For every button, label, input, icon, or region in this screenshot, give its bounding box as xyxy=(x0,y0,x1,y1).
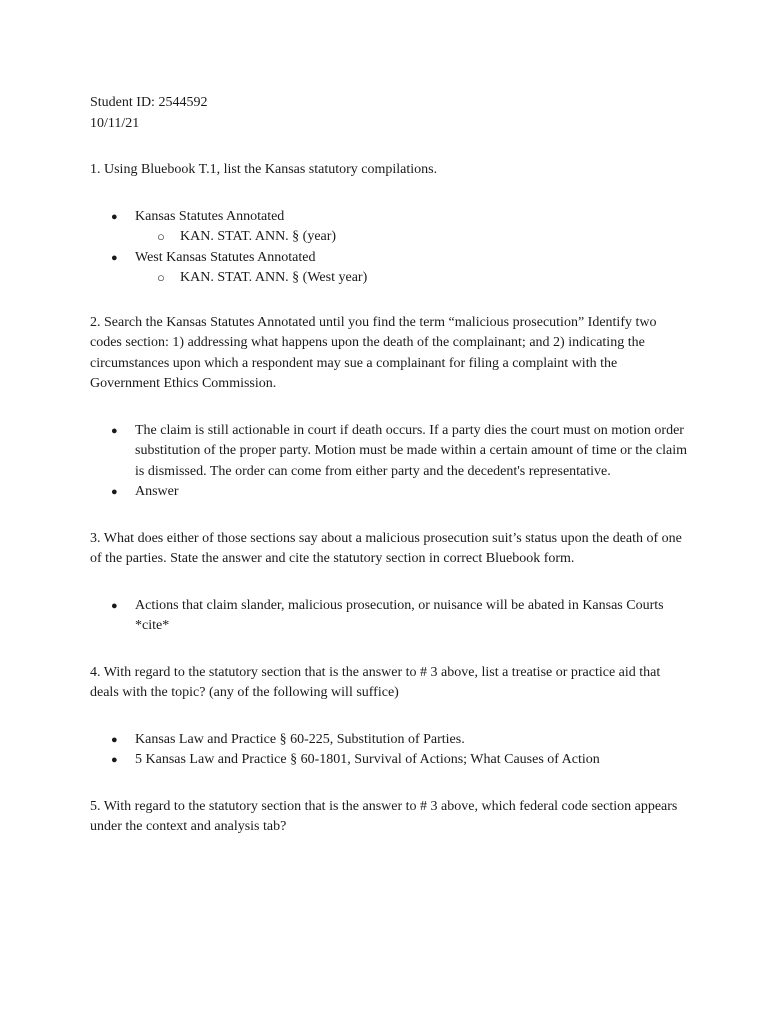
document-body xyxy=(90,93,690,838)
question-4-answer-list xyxy=(90,730,690,771)
list-item-text: Kansas Law and Practice § 60-225, Substitution of Parties. xyxy=(135,731,465,747)
bullet-icon: ● xyxy=(111,733,118,746)
list-item-text: Actions that claim slander, malicious prosecution, or nuisance will be abated in Kansas Courts *cite* xyxy=(135,597,664,633)
question-2-answer-list xyxy=(90,421,690,503)
student-id: Student ID: 2544592 xyxy=(90,95,208,110)
question-1: 1. Using Bluebook T.1, list the Kansas statutory compilations. xyxy=(90,162,438,177)
list-item xyxy=(90,730,690,751)
sub-list-item xyxy=(135,268,690,289)
bullet-icon: ● xyxy=(111,486,118,498)
sub-list-item xyxy=(135,227,690,248)
question-5: 5. With regard to the statutory section that is the answer to # 3 above, which federal code section appears under the context and analysis tab? xyxy=(90,798,678,834)
list-item-text: Answer xyxy=(135,484,179,499)
bullet-icon: ● xyxy=(111,599,118,612)
list-item xyxy=(90,482,690,503)
question-2: 2. Search the Kansas Statutes Annotated until you find the term “malicious prosecution” Identify two codes section: 1) addressing what happens upon the death of the complainant; and 2) indicating the circumstances upon which a respondent may sue a complainant for filing a complaint with the Government Ethics Commission. xyxy=(90,314,657,391)
list-item xyxy=(90,248,690,289)
question-3: 3. What does either of those sections say about a malicious prosecution suit’s status upon the death of one of the parties. State the answer and cite the statutory section in correct Bluebook form. xyxy=(90,530,682,566)
question-4: 4. With regard to the statutory section that is the answer to # 3 above, list a treatise or practice aid that deals with the topic? (any of the following will suffice) xyxy=(90,664,661,700)
sub-list xyxy=(135,268,690,289)
question-3-answer-list xyxy=(90,596,690,637)
bullet-icon: ● xyxy=(111,754,118,766)
sub-list-item-text: KAN. STAT. ANN. § (West year) xyxy=(180,270,368,285)
list-item-text: The claim is still actionable in court if death occurs. If a party dies the court must on motion order substitution of the proper party. Motion must be made within a certain amount of time or the claim is dismissed. The order can come from either party and the decedent's representative. xyxy=(135,422,687,479)
list-item xyxy=(90,596,690,637)
list-item-text: West Kansas Statutes Annotated xyxy=(135,249,316,265)
list-item xyxy=(90,421,690,483)
sub-list-item-text: KAN. STAT. ANN. § (year) xyxy=(180,229,337,244)
bullet-icon: ● xyxy=(111,251,118,264)
question-1-answer-list xyxy=(90,207,690,289)
document-date: 10/11/21 xyxy=(90,115,140,131)
bullet-icon: ● xyxy=(111,210,118,223)
list-item xyxy=(90,207,690,248)
bullet-icon: ● xyxy=(111,424,118,437)
sub-list xyxy=(135,227,690,248)
list-item-text: Kansas Statutes Annotated xyxy=(135,208,285,224)
circle-bullet-icon: ○ xyxy=(157,270,165,285)
circle-bullet-icon: ○ xyxy=(157,229,165,244)
list-item xyxy=(90,750,690,771)
list-item-text: 5 Kansas Law and Practice § 60-1801, Survival of Actions; What Causes of Action xyxy=(135,752,600,767)
